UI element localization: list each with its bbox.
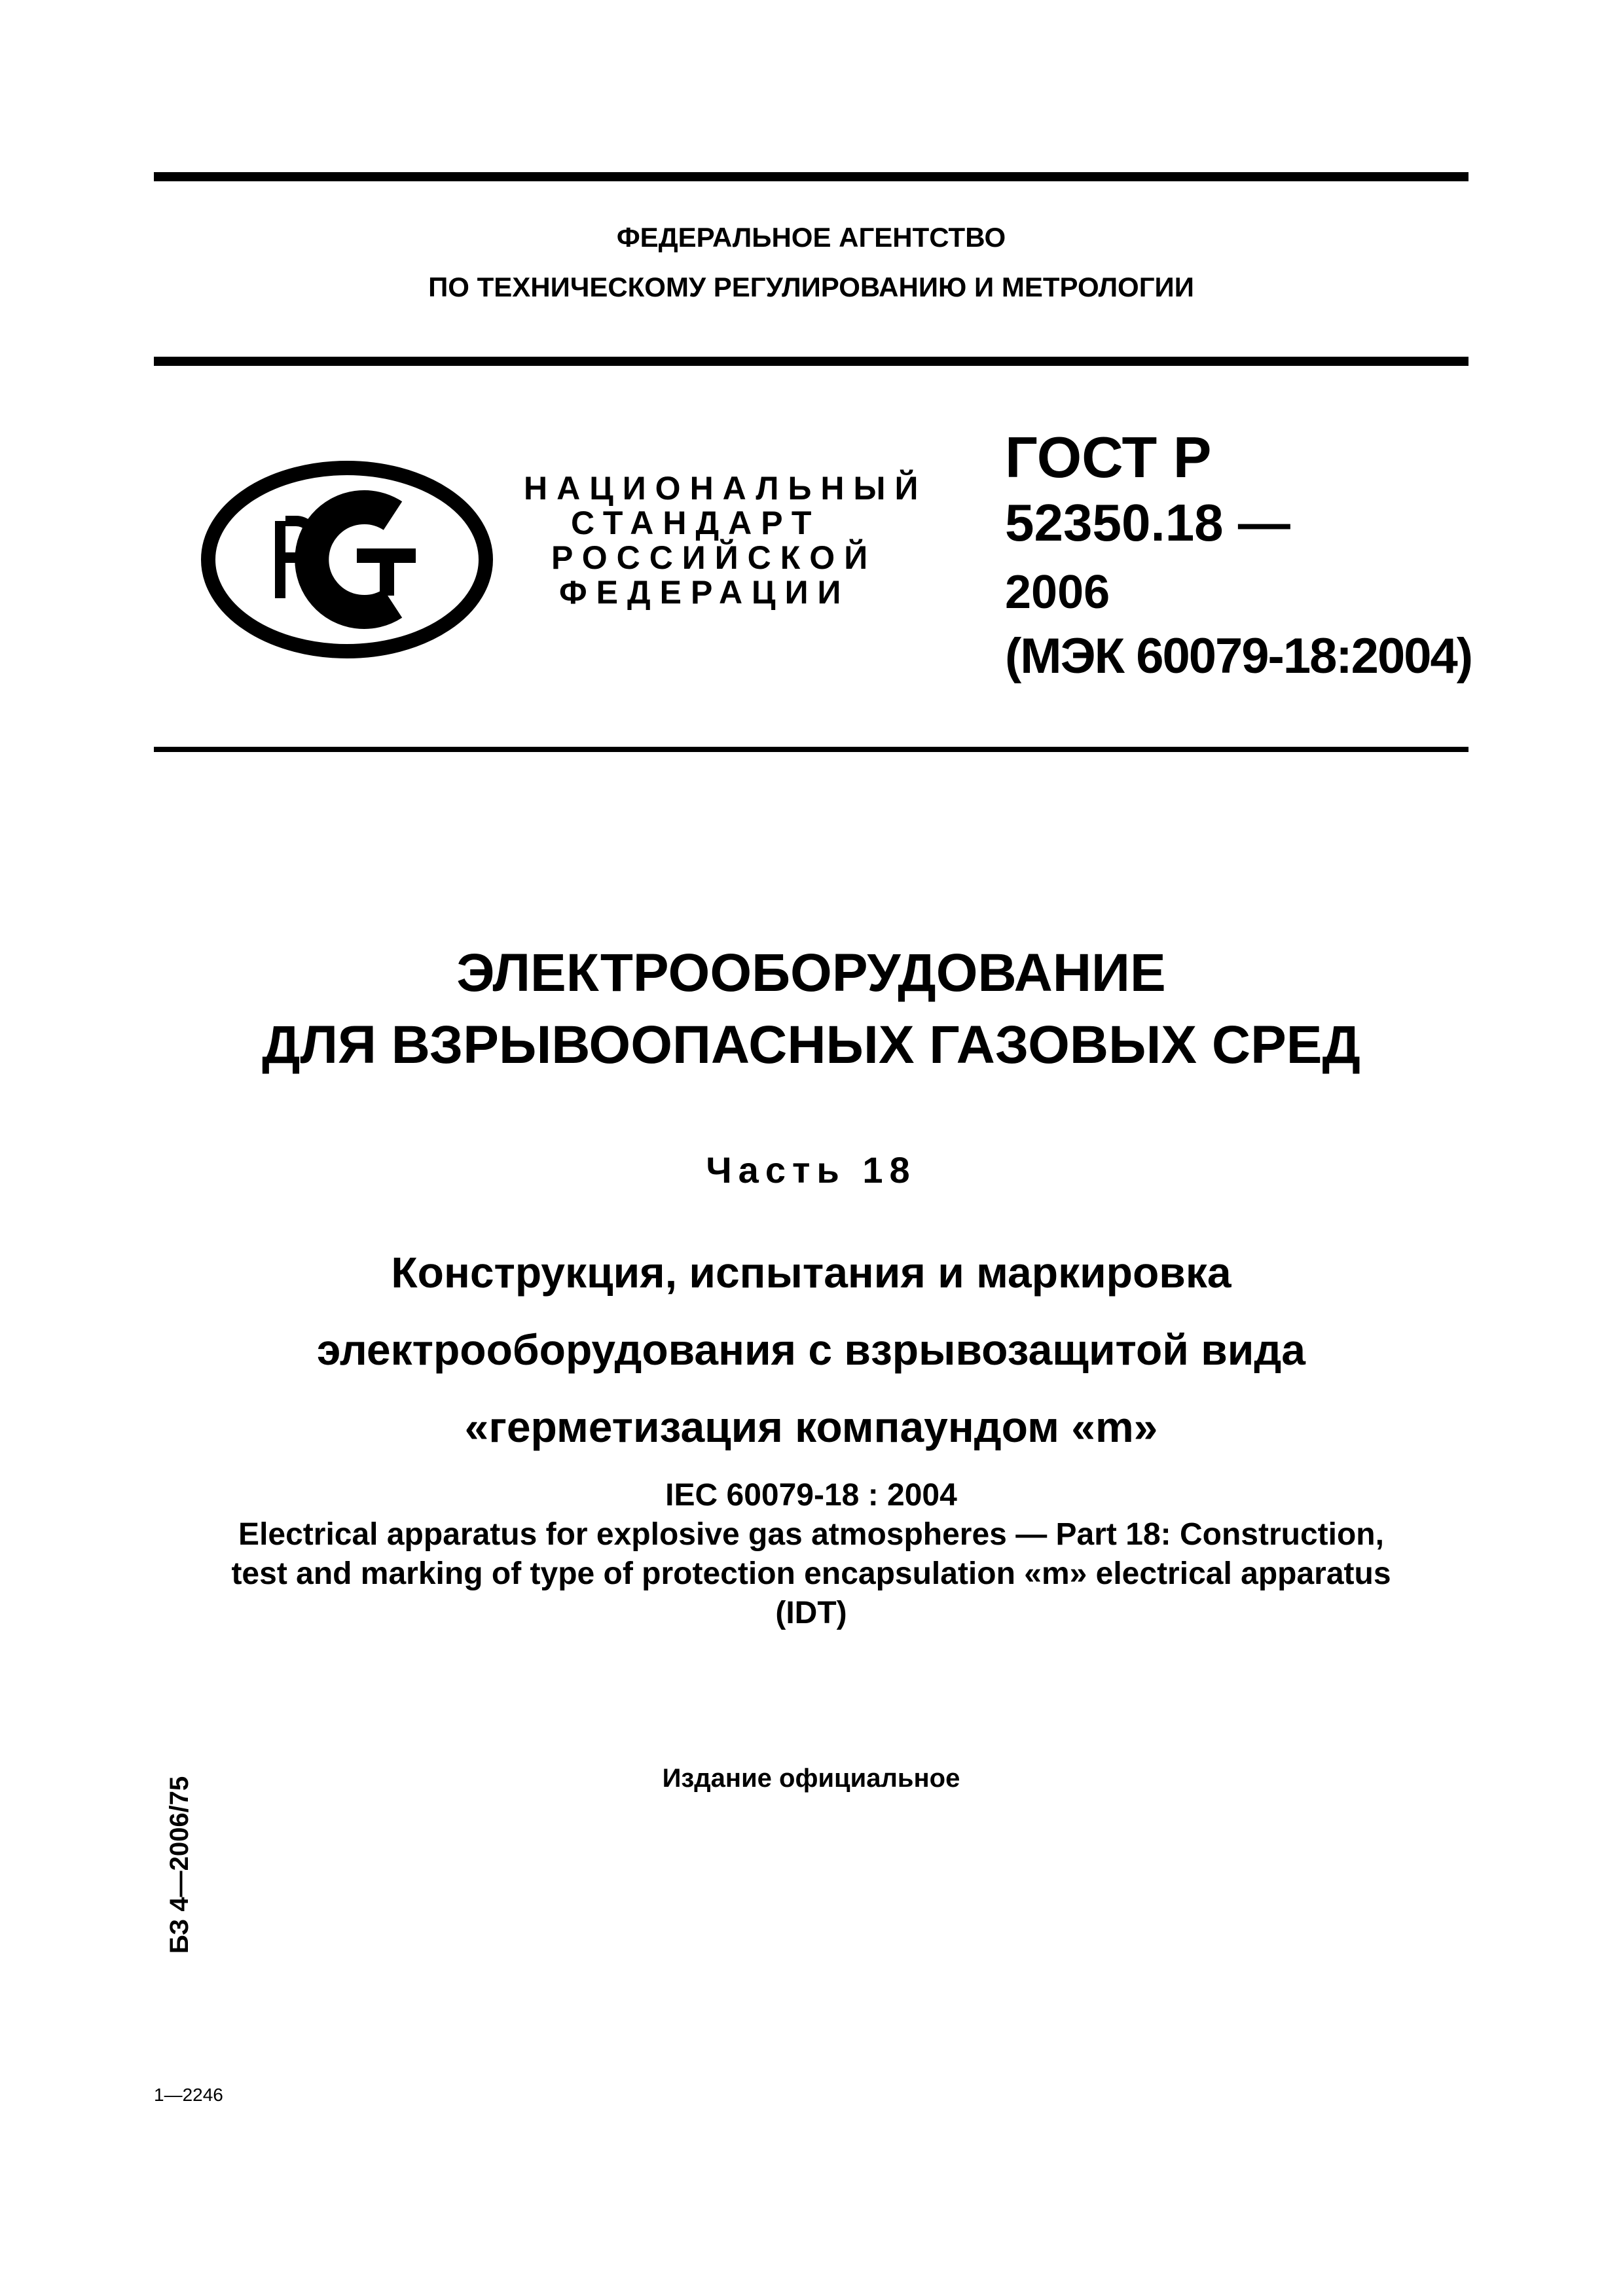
designation-line2: 52350.18 — <box>1005 493 1290 552</box>
subtitle-line1: Конструкция, испытания и маркировка <box>391 1248 1231 1297</box>
side-code-container <box>162 1757 194 1954</box>
designation-line3: 2006 <box>1005 566 1110 619</box>
iec-line3: test and marking of type of protection encapsulation «m» electrical apparatus <box>231 1556 1391 1591</box>
header-rule <box>154 357 1468 366</box>
national-standard-line4: ФЕДЕРАЦИИ <box>559 574 850 611</box>
title-line2: ДЛЯ ВЗРЫВООПАСНЫХ ГАЗОВЫХ СРЕД <box>262 1015 1360 1075</box>
iec-line1: IEC 60079-18 : 2004 <box>665 1478 957 1513</box>
part-number: Часть 18 <box>706 1149 917 1191</box>
designation-line4: (МЭК 60079-18:2004) <box>1005 628 1472 684</box>
agency-name-line1: ФЕДЕРАЛЬНОЕ АГЕНТСТВО <box>616 222 1006 253</box>
subtitle-line2: электрооборудования с взрывозащитой вида <box>317 1325 1305 1374</box>
side-code: БЗ 4—2006/75 <box>165 1776 194 1954</box>
document-subtitle <box>154 1234 1468 1465</box>
national-standard-label <box>524 471 949 610</box>
footer-code: 1—2246 <box>154 2085 223 2105</box>
top-rule <box>154 172 1468 181</box>
designation-line1: ГОСТ Р <box>1005 425 1212 490</box>
iec-line2: Electrical apparatus for explosive gas atmospheres — Part 18: Construction, <box>238 1517 1384 1552</box>
document-title <box>154 937 1468 1081</box>
title-line1: ЭЛЕКТРООБОРУДОВАНИЕ <box>456 943 1166 1003</box>
national-standard-line3: РОССИЙСКОЙ <box>551 539 877 576</box>
edition-note: Издание официальное <box>662 1764 960 1793</box>
standard-designation <box>1005 425 1472 684</box>
subtitle-line3: «герметизация компаундом «m» <box>464 1403 1158 1451</box>
designation-rule <box>154 747 1468 752</box>
iec-reference <box>154 1476 1468 1633</box>
rst-certification-logo <box>196 458 498 661</box>
national-standard-line2: СТАНДАРТ <box>571 505 821 541</box>
agency-name-line2: ПО ТЕХНИЧЕСКОМУ РЕГУЛИРОВАНИЮ И МЕТРОЛОГИИ <box>428 272 1194 302</box>
national-standard-line1: НАЦИОНАЛЬНЫЙ <box>524 470 928 507</box>
iec-line4: (IDT) <box>775 1596 847 1630</box>
